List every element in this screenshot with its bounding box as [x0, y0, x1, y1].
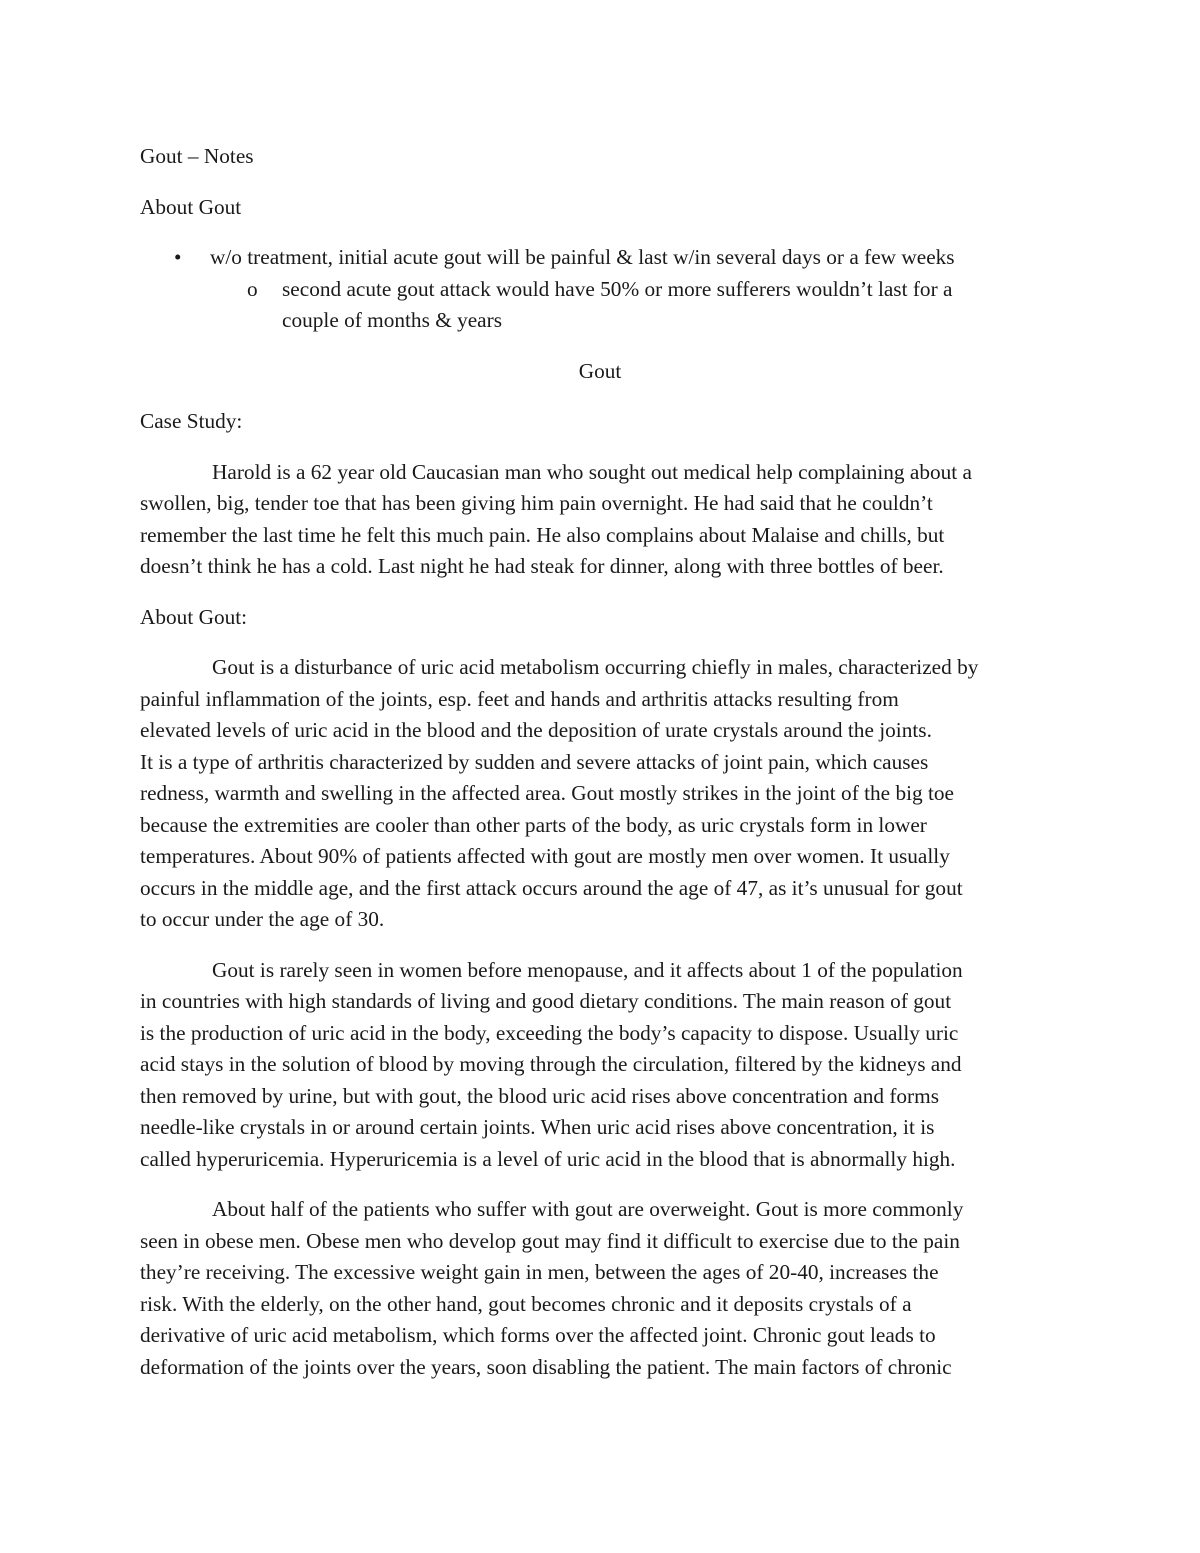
paragraph-line: needle-like crystals in or around certain joints. When uric acid rises above concentration, it is — [140, 1115, 935, 1139]
paragraph-line-text: Gout is a disturbance of uric acid metabolism occurring chiefly in males, characterized by — [212, 655, 979, 679]
paragraph-line: occurs in the middle age, and the first attack occurs around the age of 47, as it’s unusual for gout — [140, 875, 963, 900]
case-study-paragraph — [140, 457, 1060, 583]
about-paragraph-3 — [140, 1194, 1060, 1383]
paragraph-line: seen in obese men. Obese men who develop gout may find it difficult to exercise due to the pain — [140, 1228, 960, 1253]
sub-bullet-line-2: couple of months & years — [282, 308, 503, 332]
about-paragraph-2 — [140, 955, 1060, 1176]
paragraph-line: elevated levels of uric acid in the blood and the deposition of urate crystals around the joints. — [140, 718, 932, 742]
paragraph-line: It is a type of arthritis characterized by sudden and severe attacks of joint pain, which causes — [140, 749, 929, 774]
paragraph-line: deformation of the joints over the years, soon disabling the patient. The main factors of chronic — [140, 1354, 952, 1379]
bullet-item — [140, 242, 1060, 274]
paragraph-line: derivative of uric acid metabolism, which forms over the affected joint. Chronic gout leads to — [140, 1323, 936, 1347]
paragraph-line: because the extremities are cooler than other parts of the body, as uric crystals form in lower — [140, 812, 927, 837]
paragraph-line: to occur under the age of 30. — [140, 907, 385, 931]
bullet-marker: • — [174, 245, 182, 269]
sub-bullet-line-1: second acute gout attack would have 50% or more sufferers wouldn’t last for a — [282, 276, 953, 301]
sub-bullet-marker: o — [247, 276, 258, 301]
paragraph-line: swollen, big, tender toe that has been giving him pain overnight. He had said that he couldn’t — [140, 491, 933, 515]
paragraph-line-text: About half of the patients who suffer with gout are overweight. Gout is more commonly — [212, 1197, 964, 1221]
about-paragraph-1 — [140, 652, 1060, 936]
paragraph-line: acid stays in the solution of blood by moving through the circulation, filtered by the kidneys and — [140, 1052, 962, 1076]
paragraph-line — [140, 457, 1060, 489]
document-title: Gout — [578, 358, 622, 383]
paragraph-line: remember the last time he felt this much pain. He also complains about Malaise and chills, but — [140, 522, 945, 547]
sub-bullet-item — [140, 274, 1060, 337]
bullet-text: w/o treatment, initial acute gout will be painful & last w/in several days or a few weeks — [210, 245, 955, 269]
paragraph-line: they’re receiving. The excessive weight gain in men, between the ages of 20-40, increases the — [140, 1260, 939, 1284]
paragraph-line: doesn’t think he has a cold. Last night he had steak for dinner, along with three bottles of beer. — [140, 554, 944, 578]
paragraph-line: called hyperuricemia. Hyperuricemia is a level of uric acid in the blood that is abnormally high. — [140, 1146, 956, 1171]
paragraph-line: temperatures. About 90% of patients affected with gout are mostly men over women. It usually — [140, 844, 950, 868]
case-study-label: Case Study: — [140, 409, 243, 433]
paragraph-line-text: Gout is rarely seen in women before menopause, and it affects about 1 of the population — [212, 957, 963, 982]
paragraph-line — [140, 1194, 1060, 1226]
paragraph-line: redness, warmth and swelling in the affected area. Gout mostly strikes in the joint of the big toe — [140, 781, 955, 805]
paragraph-line — [140, 652, 1060, 684]
paragraph-line: painful inflammation of the joints, esp. feet and hands and arthritis attacks resulting from — [140, 686, 899, 711]
document-body — [140, 141, 1060, 1402]
paragraph-line-text: Harold is a 62 year old Caucasian man who sought out medical help complaining about a — [212, 459, 972, 484]
notes-heading: Gout – Notes — [140, 144, 254, 168]
about-heading: About Gout — [140, 194, 242, 219]
paragraph-line: in countries with high standards of living and good dietary conditions. The main reason of gout — [140, 989, 952, 1013]
about-gout-label: About Gout: — [140, 604, 248, 629]
paragraph-line: risk. With the elderly, on the other hand, gout becomes chronic and it deposits crystals of a — [140, 1291, 912, 1316]
paragraph-line — [140, 955, 1060, 987]
paragraph-line: then removed by urine, but with gout, the blood uric acid rises above concentration and forms — [140, 1083, 940, 1108]
paragraph-line: is the production of uric acid in the body, exceeding the body’s capacity to dispose. Usually uric — [140, 1020, 959, 1045]
